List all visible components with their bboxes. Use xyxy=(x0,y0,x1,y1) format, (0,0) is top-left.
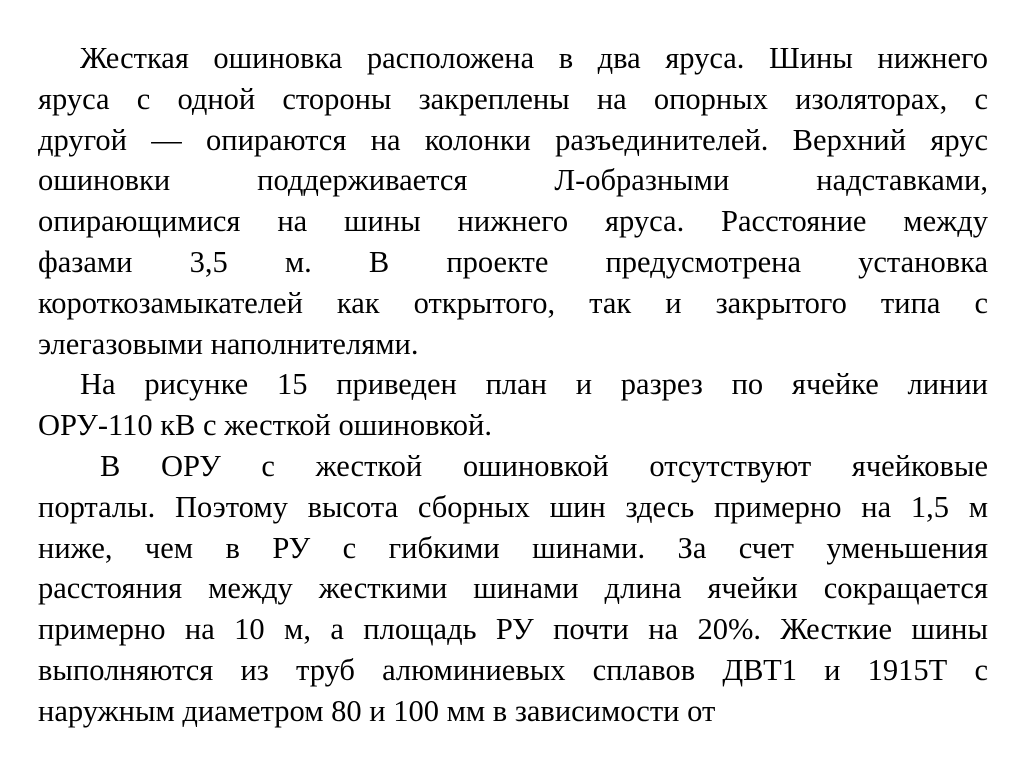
text-line: фазами 3,5 м. В проекте предусмотрена установка xyxy=(38,244,988,279)
text-line: расстояния между жесткими шинами длина ячейки сокращается xyxy=(38,571,988,606)
paragraph-3 xyxy=(38,446,988,732)
text-line: выполняются из труб алюминиевых сплавов ДВТ1 и 1915Т с xyxy=(38,652,988,687)
document-page xyxy=(38,38,988,732)
text-line: другой — опираются на колонки разъединителей. Верхний ярус xyxy=(38,122,988,157)
text-line: порталы. Поэтому высота сборных шин здесь примерно на 1,5 м xyxy=(38,489,988,524)
text-line: ОРУ-110 кВ с жесткой ошиновкой. xyxy=(38,408,492,443)
text-line: ниже, чем в РУ с гибкими шинами. За счет уменьшения xyxy=(38,530,988,565)
text-line: яруса с одной стороны закреплены на опорных изоляторах, с xyxy=(38,81,988,116)
text-line: элегазовыми наполнителями. xyxy=(38,326,419,361)
text-line: примерно на 10 м, а площадь РУ почти на 20%. Жесткие шины xyxy=(38,612,988,647)
paragraph-1 xyxy=(38,38,988,364)
text-line: опирающимися на шины нижнего яруса. Расстояние между xyxy=(38,204,988,239)
text-line: короткозамыкателей как открытого, так и закрытого типа с xyxy=(38,285,988,320)
text-line: В ОРУ с жесткой ошиновкой отсутствуют ячейковые xyxy=(100,448,988,483)
text-line: Жесткая ошиновка расположена в два яруса. Шины нижнего xyxy=(80,41,988,75)
text-line: наружным диаметром 80 и 100 мм в зависимости от xyxy=(38,693,716,728)
paragraph-2 xyxy=(38,364,988,446)
text-line: На рисунке 15 приведен план и разрез по ячейке линии xyxy=(80,367,988,402)
text-line: ошиновки поддерживается Л-образными надставками, xyxy=(38,163,988,198)
